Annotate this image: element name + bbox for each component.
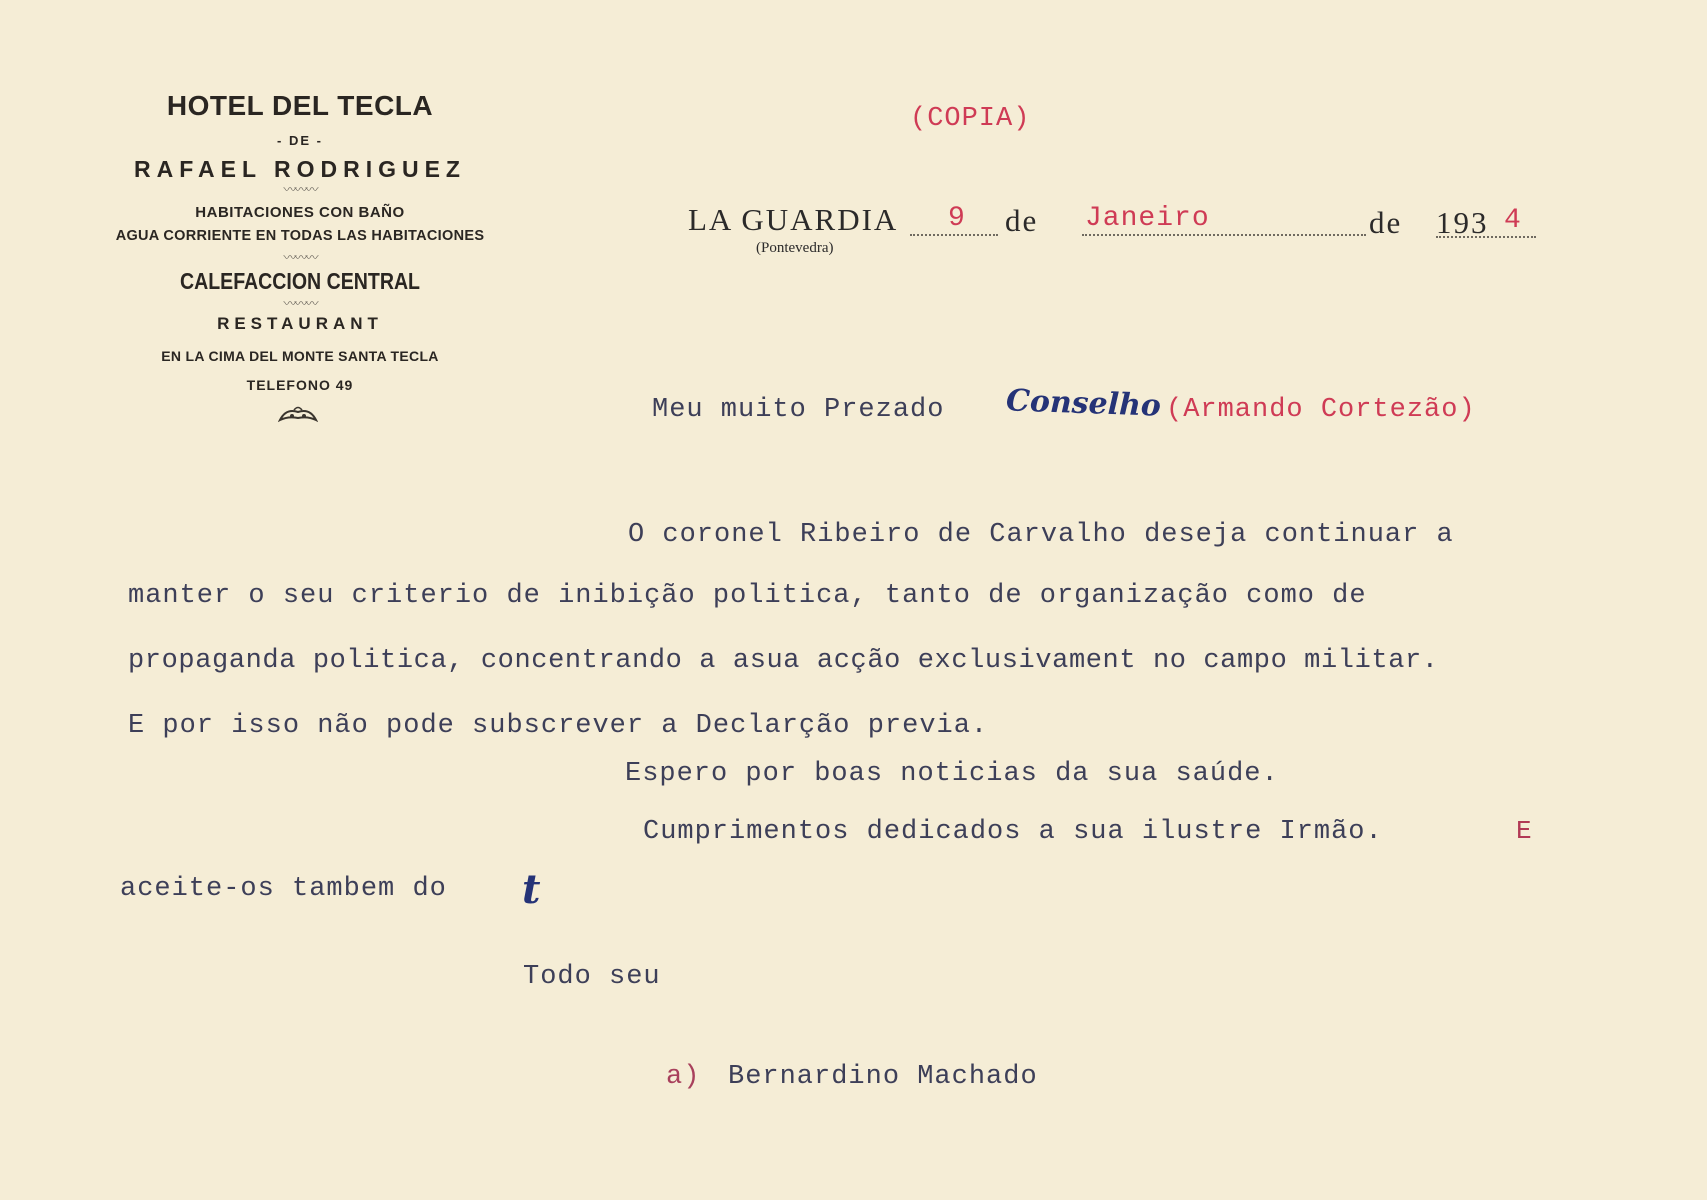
dateline-year-typed: 4 [1504, 205, 1522, 236]
dateline-place: LA GUARDIA [688, 202, 899, 237]
dateline-province: (Pontevedra) [756, 240, 834, 256]
month-dotted-line [1082, 234, 1366, 236]
body-line-6-mark: E [1516, 816, 1533, 846]
body-line-3: propaganda politica, concentrando a asua acção exclusivament no campo militar. [128, 646, 1439, 676]
body-line-2: manter o seu criterio de inibição politica, tanto de organização como de [128, 581, 1367, 611]
salutation-handwritten: Conselho [1005, 383, 1162, 424]
salutation-text: Meu muito Prezado [652, 395, 945, 425]
day-dotted-line [910, 234, 998, 236]
squiggle-divider: 〰〰〰 [283, 183, 317, 198]
phone-line: TELEFONO 49 [246, 377, 354, 393]
body-line-7-mark: t [522, 866, 541, 913]
body-line-1: O coronel Ribeiro de Carvalho deseja continuar a [628, 520, 1454, 550]
squiggle-divider: 〰〰〰 [283, 251, 317, 266]
letterhead-de: - DE - [277, 133, 323, 148]
dateline-de: de [1369, 205, 1403, 240]
ornament-icon [278, 404, 318, 424]
copy-mark: (COPIA) [910, 104, 1031, 134]
body-line-7: aceite-os tambem do [120, 874, 447, 904]
year-dotted-line [1436, 236, 1536, 238]
signature-prefix: a) [666, 1062, 701, 1092]
heating-line: CALEFACCION CENTRAL [179, 268, 421, 294]
owner-name: RAFAEL RODRIGUEZ [134, 156, 466, 182]
water-line: AGUA CORRIENTE EN TODAS LAS HABITACIONES [115, 228, 485, 244]
rooms-line: HABITACIONES CON BAÑO [195, 204, 405, 221]
recipient-name: (Armando Cortezão) [1166, 395, 1476, 425]
signature-name: Bernardino Machado [728, 1062, 1038, 1092]
body-line-4: E por isso não pode subscrever a Declarção previa. [128, 711, 989, 741]
restaurant-line: RESTAURANT [217, 314, 383, 333]
body-line-6: Cumprimentos dedicados a sua ilustre Irmão. [643, 817, 1383, 847]
dateline-day: 9 [948, 203, 966, 234]
location-line: EN LA CIMA DEL MONTE SANTA TECLA [161, 348, 439, 364]
dateline-de: de [1005, 203, 1039, 238]
body-line-5: Espero por boas noticias da sua saúde. [625, 759, 1279, 789]
dateline-month: Janeiro [1085, 203, 1210, 234]
hotel-name: HOTEL DEL TECLA [166, 90, 434, 121]
dateline-year-printed: 193 [1436, 205, 1489, 240]
closing-text: Todo seu [523, 962, 661, 992]
squiggle-divider: 〰〰〰 [283, 297, 317, 312]
